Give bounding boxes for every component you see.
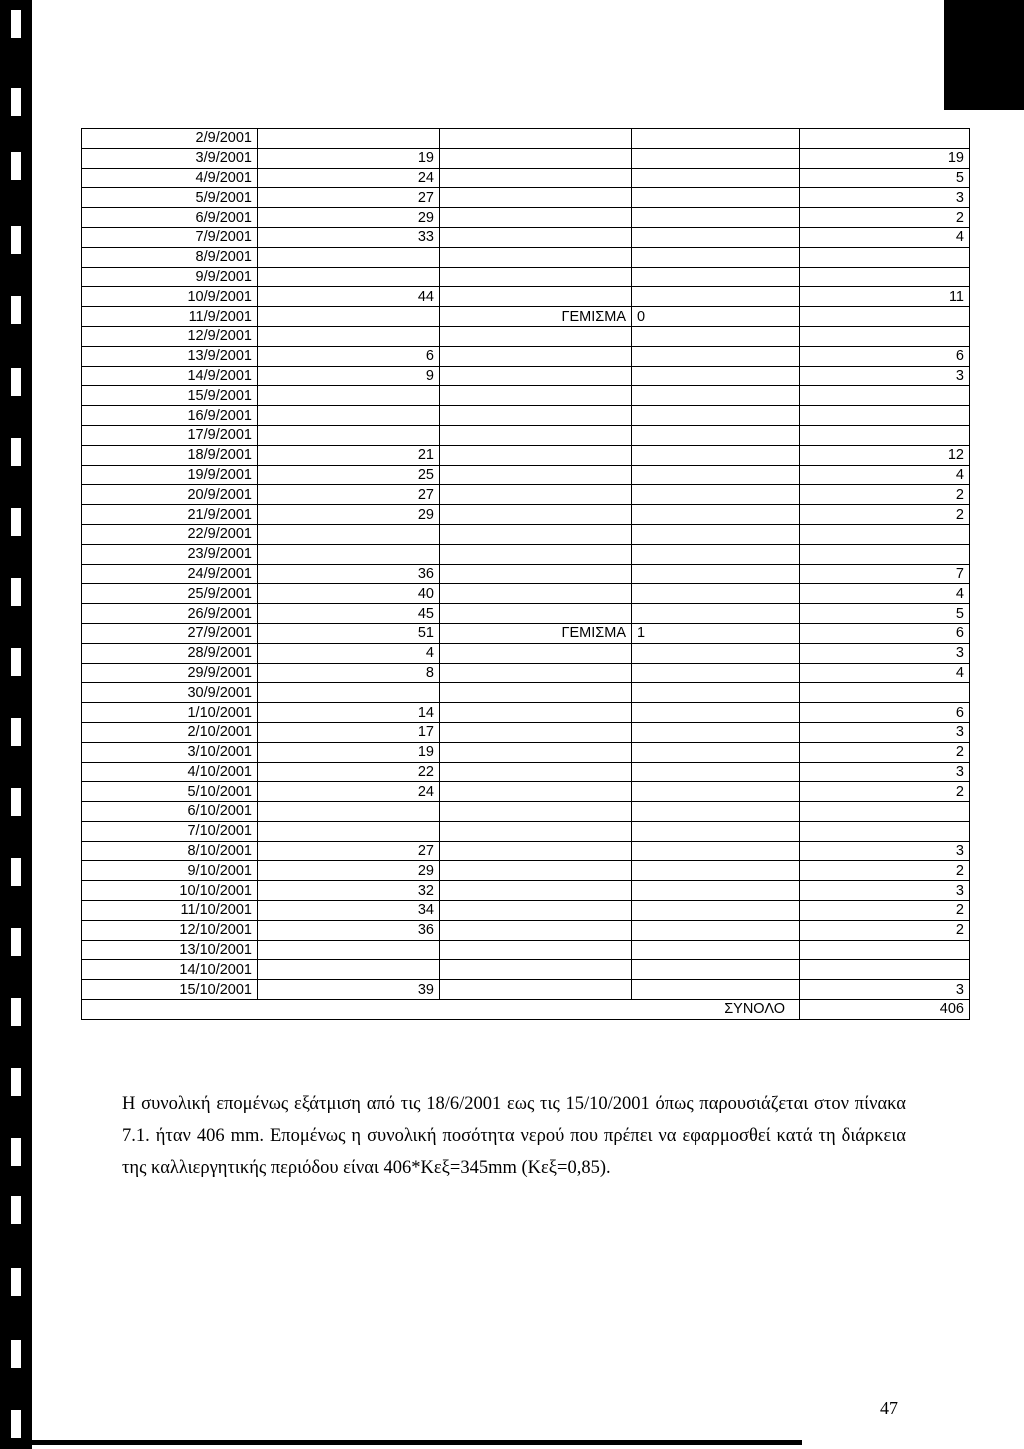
reading-cell [258, 326, 440, 346]
note-cell [440, 129, 632, 149]
date-cell: 4/9/2001 [82, 168, 258, 188]
date-cell: 5/9/2001 [82, 188, 258, 208]
evaporation-cell: 4 [800, 584, 970, 604]
date-cell: 6/9/2001 [82, 208, 258, 228]
evaporation-cell: 2 [800, 901, 970, 921]
note-cell [440, 227, 632, 247]
note-cell [440, 208, 632, 228]
note-cell [440, 524, 632, 544]
table-row [82, 287, 970, 307]
table-row [82, 940, 970, 960]
scan-border-top-right [944, 0, 1024, 110]
reading-cell [258, 386, 440, 406]
date-cell: 4/10/2001 [82, 762, 258, 782]
refill-cell [632, 505, 800, 525]
date-cell: 16/9/2001 [82, 406, 258, 426]
refill-cell [632, 901, 800, 921]
table-row [82, 168, 970, 188]
note-cell [440, 564, 632, 584]
evaporation-cell: 4 [800, 465, 970, 485]
table-row [82, 425, 970, 445]
note-cell [440, 663, 632, 683]
refill-cell [632, 445, 800, 465]
scan-mark [11, 296, 21, 324]
scan-mark [11, 578, 21, 606]
note-cell [440, 148, 632, 168]
reading-cell: 19 [258, 742, 440, 762]
evaporation-cell: 3 [800, 722, 970, 742]
note-cell [440, 960, 632, 980]
reading-cell [258, 425, 440, 445]
reading-cell: 4 [258, 643, 440, 663]
table-row [82, 584, 970, 604]
refill-cell [632, 386, 800, 406]
note-cell [440, 485, 632, 505]
note-cell [440, 406, 632, 426]
refill-cell [632, 544, 800, 564]
refill-cell [632, 722, 800, 742]
evaporation-cell: 3 [800, 366, 970, 386]
evaporation-cell: 4 [800, 663, 970, 683]
reading-cell [258, 307, 440, 327]
scan-mark [11, 152, 21, 180]
date-cell: 1/10/2001 [82, 703, 258, 723]
evaporation-table [81, 128, 970, 1020]
date-cell: 12/9/2001 [82, 326, 258, 346]
date-cell: 27/9/2001 [82, 623, 258, 643]
table-row [82, 901, 970, 921]
table-row [82, 722, 970, 742]
refill-cell [632, 326, 800, 346]
reading-cell: 19 [258, 148, 440, 168]
evaporation-cell: 11 [800, 287, 970, 307]
scan-mark [11, 998, 21, 1026]
table-row [82, 841, 970, 861]
note-cell [440, 584, 632, 604]
note-cell [440, 683, 632, 703]
evaporation-cell: 2 [800, 742, 970, 762]
note-cell [440, 188, 632, 208]
table-row [82, 980, 970, 1000]
note-cell [440, 841, 632, 861]
reading-cell [258, 940, 440, 960]
refill-cell [632, 208, 800, 228]
scan-mark [11, 438, 21, 466]
date-cell: 11/10/2001 [82, 901, 258, 921]
refill-cell [632, 406, 800, 426]
date-cell: 10/9/2001 [82, 287, 258, 307]
evaporation-cell [800, 129, 970, 149]
scan-mark [11, 858, 21, 886]
refill-cell [632, 524, 800, 544]
date-cell: 19/9/2001 [82, 465, 258, 485]
table-row [82, 188, 970, 208]
evaporation-cell: 5 [800, 168, 970, 188]
evaporation-cell: 5 [800, 604, 970, 624]
body-paragraph: Η συνολική επομένως εξάτμιση από τις 18/6/2001 εως τις 15/10/2001 όπως παρουσιάζεται στον πίνακα 7.1. ήταν 406 mm. Επομένως η συνολική ποσότητα νερού που πρέπει να εφαρμοσθεί κατά τη διάρκεια της καλλιεργητικής περιόδου είναι 406*Κεξ=345mm (Κεξ=0,85). [122, 1094, 906, 1178]
refill-cell [632, 782, 800, 802]
evaporation-cell: 3 [800, 188, 970, 208]
refill-cell [632, 148, 800, 168]
evaporation-cell [800, 524, 970, 544]
refill-cell [632, 742, 800, 762]
reading-cell: 21 [258, 445, 440, 465]
date-cell: 2/9/2001 [82, 129, 258, 149]
note-cell [440, 722, 632, 742]
reading-cell [258, 524, 440, 544]
scan-mark [11, 368, 21, 396]
reading-cell: 24 [258, 168, 440, 188]
date-cell: 6/10/2001 [82, 802, 258, 822]
reading-cell: 14 [258, 703, 440, 723]
table-row [82, 505, 970, 525]
table-row [82, 148, 970, 168]
date-cell: 21/9/2001 [82, 505, 258, 525]
note-cell [440, 861, 632, 881]
scan-mark [11, 508, 21, 536]
date-cell: 8/10/2001 [82, 841, 258, 861]
reading-cell [258, 960, 440, 980]
evaporation-cell: 3 [800, 762, 970, 782]
note-cell [440, 247, 632, 267]
total-row [82, 1000, 970, 1020]
date-cell: 5/10/2001 [82, 782, 258, 802]
evaporation-cell: 3 [800, 980, 970, 1000]
reading-cell: 40 [258, 584, 440, 604]
evaporation-cell: 19 [800, 148, 970, 168]
table-row [82, 366, 970, 386]
note-cell [440, 643, 632, 663]
table-row [82, 129, 970, 149]
scan-mark [11, 1410, 21, 1438]
note-cell: ΓΕΜΙΣΜΑ [440, 623, 632, 643]
reading-cell: 24 [258, 782, 440, 802]
refill-cell: 1 [632, 623, 800, 643]
table-row [82, 881, 970, 901]
reading-cell: 36 [258, 564, 440, 584]
total-value: 406 [800, 1000, 970, 1020]
table-row [82, 802, 970, 822]
table-row [82, 208, 970, 228]
date-cell: 30/9/2001 [82, 683, 258, 703]
table-row [82, 307, 970, 327]
table-row [82, 762, 970, 782]
date-cell: 14/10/2001 [82, 960, 258, 980]
scan-mark [11, 1138, 21, 1166]
date-cell: 11/9/2001 [82, 307, 258, 327]
date-cell: 23/9/2001 [82, 544, 258, 564]
refill-cell [632, 485, 800, 505]
reading-cell: 34 [258, 901, 440, 921]
note-cell [440, 505, 632, 525]
note-cell [440, 762, 632, 782]
evaporation-cell [800, 544, 970, 564]
date-cell: 26/9/2001 [82, 604, 258, 624]
refill-cell [632, 960, 800, 980]
date-cell: 15/9/2001 [82, 386, 258, 406]
evaporation-cell [800, 307, 970, 327]
reading-cell: 29 [258, 208, 440, 228]
refill-cell: 0 [632, 307, 800, 327]
note-cell [440, 901, 632, 921]
reading-cell [258, 544, 440, 564]
date-cell: 2/10/2001 [82, 722, 258, 742]
table-row [82, 920, 970, 940]
evaporation-cell [800, 406, 970, 426]
refill-cell [632, 802, 800, 822]
evaporation-cell: 2 [800, 208, 970, 228]
table-row [82, 485, 970, 505]
refill-cell [632, 287, 800, 307]
reading-cell [258, 683, 440, 703]
evaporation-cell [800, 940, 970, 960]
refill-cell [632, 346, 800, 366]
table-row [82, 346, 970, 366]
reading-cell: 27 [258, 841, 440, 861]
evaporation-cell: 6 [800, 346, 970, 366]
reading-cell [258, 267, 440, 287]
refill-cell [632, 861, 800, 881]
reading-cell: 25 [258, 465, 440, 485]
date-cell: 10/10/2001 [82, 881, 258, 901]
table-row [82, 782, 970, 802]
note-cell: ΓΕΜΙΣΜΑ [440, 307, 632, 327]
reading-cell: 32 [258, 881, 440, 901]
reading-cell: 29 [258, 861, 440, 881]
note-cell [440, 445, 632, 465]
date-cell: 3/9/2001 [82, 148, 258, 168]
date-cell: 14/9/2001 [82, 366, 258, 386]
table-row [82, 564, 970, 584]
refill-cell [632, 227, 800, 247]
scan-mark [11, 1340, 21, 1368]
scan-mark [11, 226, 21, 254]
refill-cell [632, 564, 800, 584]
note-cell [440, 742, 632, 762]
reading-cell: 17 [258, 722, 440, 742]
reading-cell [258, 247, 440, 267]
scan-mark [11, 1196, 21, 1224]
refill-cell [632, 643, 800, 663]
reading-cell: 27 [258, 188, 440, 208]
evaporation-cell [800, 425, 970, 445]
date-cell: 15/10/2001 [82, 980, 258, 1000]
date-cell: 17/9/2001 [82, 425, 258, 445]
evaporation-cell: 7 [800, 564, 970, 584]
note-cell [440, 386, 632, 406]
date-cell: 7/9/2001 [82, 227, 258, 247]
table-row [82, 406, 970, 426]
table-row [82, 663, 970, 683]
note-cell [440, 544, 632, 564]
table-row [82, 643, 970, 663]
refill-cell [632, 168, 800, 188]
evaporation-cell: 6 [800, 623, 970, 643]
evaporation-cell: 6 [800, 703, 970, 723]
scan-mark [11, 10, 21, 38]
evaporation-cell [800, 326, 970, 346]
reading-cell [258, 406, 440, 426]
note-cell [440, 326, 632, 346]
evaporation-cell [800, 386, 970, 406]
evaporation-cell: 3 [800, 841, 970, 861]
reading-cell: 33 [258, 227, 440, 247]
table-row [82, 742, 970, 762]
reading-cell: 45 [258, 604, 440, 624]
table-row [82, 247, 970, 267]
reading-cell: 44 [258, 287, 440, 307]
date-cell: 8/9/2001 [82, 247, 258, 267]
table-row [82, 267, 970, 287]
date-cell: 13/10/2001 [82, 940, 258, 960]
reading-cell: 39 [258, 980, 440, 1000]
reading-cell: 8 [258, 663, 440, 683]
reading-cell [258, 821, 440, 841]
reading-cell: 9 [258, 366, 440, 386]
evaporation-cell: 2 [800, 861, 970, 881]
note-cell [440, 821, 632, 841]
scan-border-bottom [32, 1440, 802, 1445]
refill-cell [632, 188, 800, 208]
date-cell: 9/10/2001 [82, 861, 258, 881]
evaporation-cell: 2 [800, 505, 970, 525]
evaporation-cell [800, 683, 970, 703]
refill-cell [632, 366, 800, 386]
evaporation-cell [800, 267, 970, 287]
refill-cell [632, 584, 800, 604]
table-row [82, 960, 970, 980]
evaporation-cell: 3 [800, 881, 970, 901]
refill-cell [632, 465, 800, 485]
refill-cell [632, 841, 800, 861]
evaporation-cell: 12 [800, 445, 970, 465]
date-cell: 20/9/2001 [82, 485, 258, 505]
table-row [82, 544, 970, 564]
note-cell [440, 920, 632, 940]
reading-cell: 6 [258, 346, 440, 366]
table-row [82, 861, 970, 881]
refill-cell [632, 821, 800, 841]
scan-mark [11, 648, 21, 676]
reading-cell: 51 [258, 623, 440, 643]
table-row [82, 524, 970, 544]
note-cell [440, 802, 632, 822]
refill-cell [632, 247, 800, 267]
note-cell [440, 267, 632, 287]
scan-border-left [0, 0, 32, 1449]
date-cell: 9/9/2001 [82, 267, 258, 287]
refill-cell [632, 881, 800, 901]
scan-mark [11, 718, 21, 746]
refill-cell [632, 425, 800, 445]
table-row [82, 445, 970, 465]
date-cell: 12/10/2001 [82, 920, 258, 940]
refill-cell [632, 129, 800, 149]
evaporation-cell [800, 821, 970, 841]
evaporation-cell: 2 [800, 782, 970, 802]
evaporation-cell: 2 [800, 920, 970, 940]
note-cell [440, 287, 632, 307]
refill-cell [632, 980, 800, 1000]
scan-mark [11, 788, 21, 816]
note-cell [440, 168, 632, 188]
date-cell: 28/9/2001 [82, 643, 258, 663]
table-row [82, 703, 970, 723]
scan-mark [11, 1068, 21, 1096]
scan-mark [11, 1268, 21, 1296]
note-cell [440, 703, 632, 723]
date-cell: 7/10/2001 [82, 821, 258, 841]
note-cell [440, 604, 632, 624]
table-row [82, 821, 970, 841]
table-row [82, 386, 970, 406]
refill-cell [632, 762, 800, 782]
note-cell [440, 346, 632, 366]
evaporation-cell [800, 247, 970, 267]
refill-cell [632, 703, 800, 723]
table-row [82, 227, 970, 247]
table-row [82, 465, 970, 485]
page-number: 47 [880, 1398, 898, 1418]
note-cell [440, 366, 632, 386]
date-cell: 13/9/2001 [82, 346, 258, 366]
reading-cell: 27 [258, 485, 440, 505]
refill-cell [632, 267, 800, 287]
evaporation-cell: 4 [800, 227, 970, 247]
evaporation-cell: 2 [800, 485, 970, 505]
note-cell [440, 881, 632, 901]
note-cell [440, 980, 632, 1000]
date-cell: 25/9/2001 [82, 584, 258, 604]
date-cell: 22/9/2001 [82, 524, 258, 544]
table-row [82, 326, 970, 346]
reading-cell: 36 [258, 920, 440, 940]
note-cell [440, 940, 632, 960]
refill-cell [632, 683, 800, 703]
refill-cell [632, 920, 800, 940]
reading-cell: 22 [258, 762, 440, 782]
date-cell: 24/9/2001 [82, 564, 258, 584]
date-cell: 3/10/2001 [82, 742, 258, 762]
table-row [82, 623, 970, 643]
note-cell [440, 782, 632, 802]
refill-cell [632, 604, 800, 624]
reading-cell [258, 129, 440, 149]
total-label: ΣΥΝΟΛΟ [82, 1000, 800, 1020]
scan-mark [11, 928, 21, 956]
date-cell: 18/9/2001 [82, 445, 258, 465]
refill-cell [632, 663, 800, 683]
reading-cell: 29 [258, 505, 440, 525]
note-cell [440, 465, 632, 485]
note-cell [440, 425, 632, 445]
evaporation-cell [800, 802, 970, 822]
evaporation-cell [800, 960, 970, 980]
evaporation-table-body [82, 129, 970, 1020]
table-row [82, 604, 970, 624]
date-cell: 29/9/2001 [82, 663, 258, 683]
scan-mark [11, 88, 21, 116]
refill-cell [632, 940, 800, 960]
table-row [82, 683, 970, 703]
reading-cell [258, 802, 440, 822]
evaporation-cell: 3 [800, 643, 970, 663]
